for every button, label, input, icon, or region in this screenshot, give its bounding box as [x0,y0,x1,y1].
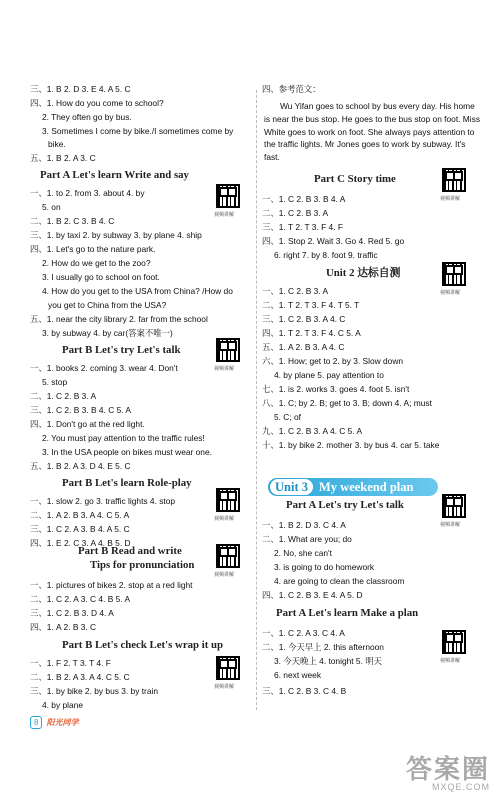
answer-line: 三、1. B 2. D 3. E 4. A 5. C [30,84,131,94]
answer-line: 五、1. B 2. A 3. C [30,153,96,163]
answer-line: 二、1. What are you; do [262,534,352,544]
answer-line: 一、1. C 2. B 3. A [262,286,329,296]
answer-line: 一、1. C 2. A 3. C 4. A [262,628,345,638]
answer-line: 4. by plane [42,700,83,710]
section-subheading: Tips for pronunciation [90,559,195,571]
answer-line: 2. How do we get to the zoo? [42,258,151,268]
answer-line: 3. Sometimes I come by bike./I sometimes come by [42,126,234,136]
qr-code[interactable] [216,338,240,362]
answer-line: 6. next week [274,670,322,680]
answer-line: 六、1. How; get to 2. by 3. Slow down [262,356,404,366]
column-divider [256,90,257,710]
page-footer [30,716,110,730]
answer-line: 三、1. C 2. B 3. B 4. C 5. A [30,405,132,415]
qr-caption: 视频讲解 [214,366,235,372]
answer-line: 四、1. A 2. B 3. C [30,622,97,632]
qr-caption: 视频讲解 [440,522,461,528]
section-heading: Part B Let's learn Role-play [62,477,192,489]
qr-caption: 视频讲解 [214,516,235,522]
qr-code[interactable] [216,488,240,512]
answer-line: 一、1. B 2. D 3. C 4. A [262,520,346,530]
answer-line: 一、1. books 2. coming 3. wear 4. Don't [30,363,178,373]
answer-line: 3. I usually go to school on foot. [42,272,160,282]
watermark-text: 答案圈 [405,754,490,785]
answer-line: bike. [48,139,66,149]
qr-caption: 视频讲解 [214,212,235,218]
answer-line: 5. on [42,202,61,212]
answer-line: 4. by plane 5. pay attention to [274,370,384,380]
answer-line: 五、1. B 2. A 3. D 4. E 5. C [30,461,131,471]
section-heading: Part A Let's learn Make a plan [276,607,419,619]
answer-line: 3. by subway 4. by car(答案不唯一) [42,328,173,338]
answer-line: 一、1. C 2. B 3. B 4. A [262,194,346,204]
answer-line: 2. You must pay attention to the traffic rules! [42,433,205,443]
answer-line: 三、1. by taxi 2. by subway 3. by plane 4. ship [30,230,202,240]
answer-line: 二、1. C 2. A 3. C 4. B 5. A [30,594,131,604]
answer-line: 七、1. is 2. works 3. goes 4. foot 5. isn't [262,384,410,394]
qr-code[interactable] [442,168,466,192]
section-heading: Part A Let's try Let's talk [286,499,404,511]
answer-line: 十、1. by bike 2. mother 3. by bus 4. car 5. take [262,440,440,450]
answer-line: 二、1. B 2. A 3. A 4. C 5. C [30,672,130,682]
section-heading: Part A Let's learn Write and say [40,169,189,181]
watermark-url: MXQE.COM [431,782,490,793]
answer-line: 八、1. C; by 2. B; get to 3. B; down 4. A; must [262,398,432,408]
qr-code[interactable] [216,656,240,680]
answer-line: 九、1. C 2. B 3. A 4. C 5. A [262,426,363,436]
page-number: 8 [30,716,42,729]
answer-line: 四、1. E 2. C 3. A 4. B 5. D [30,538,131,548]
answer-line: 二、1. C 2. B 3. A [30,391,97,401]
unit-title: My weekend plan [319,480,414,494]
qr-caption: 视频讲解 [214,572,235,578]
answer-line: you get to China from the USA? [48,300,167,310]
answer-line: 五、1. A 2. B 3. A 4. C [262,342,345,352]
qr-caption: 视频讲解 [440,658,461,664]
unit-banner [268,478,438,496]
answer-line: 二、1. T 2. T 3. F 4. T 5. T [262,300,360,310]
answer-line: 四、1. Let's go to the nature park. [30,244,156,254]
section-heading: Part B Read and write [78,545,182,557]
qr-code[interactable] [216,184,240,208]
sample-essay: Wu Yifan goes to school by bus every day. His home is near the bus stop. He goes to the bus stop on foot. Miss White goes to work on foot. She always pays attention to the traffic lights. Mr Jones goes to work by subway. It's fast. [264,101,481,163]
qr-code[interactable] [442,494,466,518]
qr-caption: 视频讲解 [214,684,235,690]
unit-number: Unit 3 [270,479,313,495]
answer-line: 四、1. Stop 2. Wait 3. Go 4. Red 5. go [262,236,405,246]
section-heading: Unit 2 达标自测 [326,267,401,279]
qr-caption: 视频讲解 [440,196,461,202]
answer-line: 4. are going to clean the classroom [274,576,405,586]
qr-code[interactable] [442,262,466,286]
answer-line: 三、1. C 2. B 3. C 4. B [262,686,347,696]
answer-line: 一、1. pictures of bikes 2. stop at a red light [30,580,193,590]
answer-line: 3. In the USA people on bikes must wear one. [42,447,212,457]
section-heading: Part C Story time [314,173,396,185]
answer-line: 一、1. slow 2. go 3. traffic lights 4. stop [30,496,176,506]
section-heading: Part B Let's try Let's talk [62,344,181,356]
answer-line: 四、参考范文： [262,84,321,94]
answer-line: 一、1. to 2. from 3. about 4. by [30,188,145,198]
answer-line: 一、1. F 2. T 3. T 4. F [30,658,111,668]
answer-line: 二、1. B 2. C 3. B 4. C [30,216,115,226]
qr-code[interactable] [216,544,240,568]
answer-line: 五、1. near the city library 2. far from the school [30,314,208,324]
answer-line: 二、1. 今天早上 2. this afternoon [262,642,384,652]
answer-line: 三、1. C 2. B 3. D 4. A [30,608,114,618]
answer-line: 四、1. C 2. B 3. E 4. A 5. D [262,590,363,600]
answer-line: 2. No, she can't [274,548,332,558]
answer-line: 5. C; of [274,412,301,422]
answer-line: 2. They often go by bus. [42,112,132,122]
qr-code[interactable] [442,630,466,654]
section-heading: Part B Let's check Let's wrap it up [62,639,224,651]
answer-line: 5. stop [42,377,68,387]
answer-line: 3. is going to do homework [274,562,375,572]
answer-line: 二、1. C 2. B 3. A [262,208,329,218]
answer-line: 四、1. Don't go at the red light. [30,419,145,429]
answer-line: 3. 今天晚上 4. tonight 5. 明天 [274,656,382,666]
answer-line: 三、1. by bike 2. by bus 3. by train [30,686,159,696]
answer-line: 三、1. C 2. A 3. B 4. A 5. C [30,524,130,534]
qr-caption: 视频讲解 [440,290,461,296]
answer-line: 三、1. C 2. B 3. A 4. C [262,314,346,324]
answer-line: 4. How do you get to the USA from China? /How do [42,286,233,296]
answer-line: 四、1. How do you come to school? [30,98,164,108]
answer-line: 6. right 7. by 8. foot 9. traffic [274,250,378,260]
answer-line: 三、1. T 2. T 3. F 4. F [262,222,343,232]
watermark [406,756,490,794]
answer-line: 二、1. A 2. B 3. A 4. C 5. A [30,510,130,520]
brand-logo: 阳光同学 [46,718,79,727]
answer-line: 四、1. T 2. T 3. F 4. C 5. A [262,328,361,338]
